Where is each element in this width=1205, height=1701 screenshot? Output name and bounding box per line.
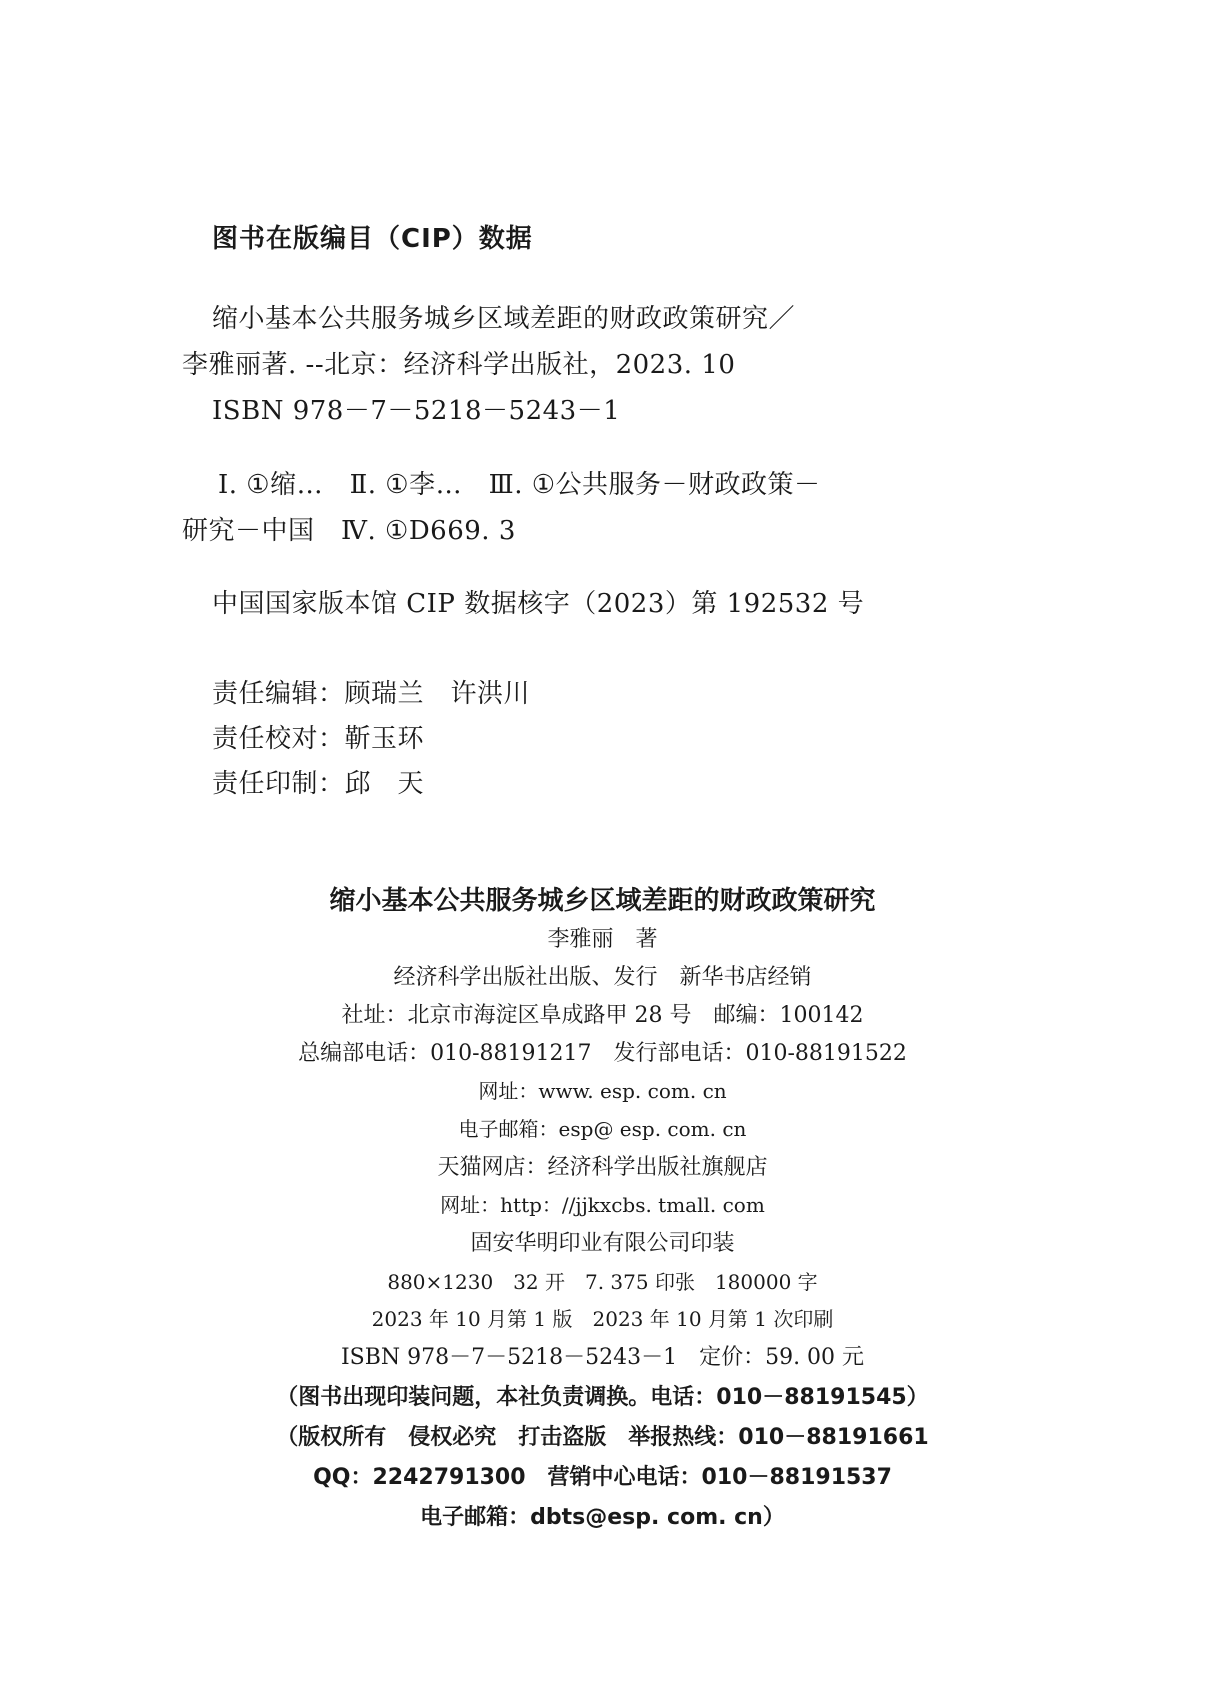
edition-line: 2023 年 10 月第 1 版 2023 年 10 月第 1 次印刷 — [371, 1307, 834, 1331]
staff-editor: 责任编辑：顾瑞兰 许洪川 — [212, 679, 531, 709]
website-line: 网址：www. esp. com. cn — [478, 1079, 727, 1103]
cip-classification-line-1: Ⅰ. ①缩… Ⅱ. ①李… Ⅲ. ①公共服务－财政政策－ — [218, 470, 821, 500]
isbn-price-line: ISBN 978－7－5218－5243－1 定价：59. 00 元 — [340, 1345, 865, 1370]
notice-line-2: （版权所有 侵权必究 打击盗版 举报热线：010－88191661 — [276, 1425, 929, 1450]
cip-title-line: 缩小基本公共服务城乡区域差距的财政政策研究／ — [212, 304, 796, 334]
tmall-url-line: 网址：http：//jjkxcbs. tmall. com — [440, 1193, 765, 1217]
cip-classification-line-2: 研究－中国 Ⅳ. ①D669. 3 — [182, 516, 516, 546]
format-line: 880×1230 32 开 7. 375 印张 180000 字 — [387, 1270, 818, 1294]
cip-verification-line: 中国国家版本馆 CIP 数据核字（2023）第 192532 号 — [212, 589, 865, 619]
publisher-line: 经济科学出版社出版、发行 新华书店经销 — [393, 965, 812, 990]
notice-line-1: （图书出现印装问题，本社负责调换。电话：010－88191545） — [276, 1385, 929, 1410]
notice-line-4: 电子邮箱：dbts@esp. com. cn） — [420, 1505, 785, 1530]
book-author: 李雅丽 著 — [547, 927, 658, 952]
phones-line: 总编部电话：010-88191217 发行部电话：010-88191522 — [298, 1041, 907, 1066]
book-title: 缩小基本公共服务城乡区域差距的财政政策研究 — [329, 886, 876, 916]
cip-heading: 图书在版编目（CIP）数据 — [212, 224, 533, 254]
printer-line: 固安华明印业有限公司印装 — [470, 1231, 735, 1256]
staff-printing: 责任印制：邱 天 — [212, 769, 425, 799]
cip-author-publisher-line: 李雅丽著. --北京：经济科学出版社，2023. 10 — [182, 350, 736, 380]
cip-isbn-line: ISBN 978－7－5218－5243－1 — [212, 396, 621, 426]
email-line: 电子邮箱：esp@ esp. com. cn — [458, 1117, 747, 1141]
address-line: 社址：北京市海淀区阜成路甲 28 号 邮编：100142 — [341, 1003, 864, 1028]
notice-line-3: QQ：2242791300 营销中心电话：010－88191537 — [313, 1465, 892, 1490]
staff-proofreader: 责任校对：靳玉环 — [212, 724, 425, 754]
tmall-store-line: 天猫网店：经济科学出版社旗舰店 — [437, 1155, 768, 1180]
